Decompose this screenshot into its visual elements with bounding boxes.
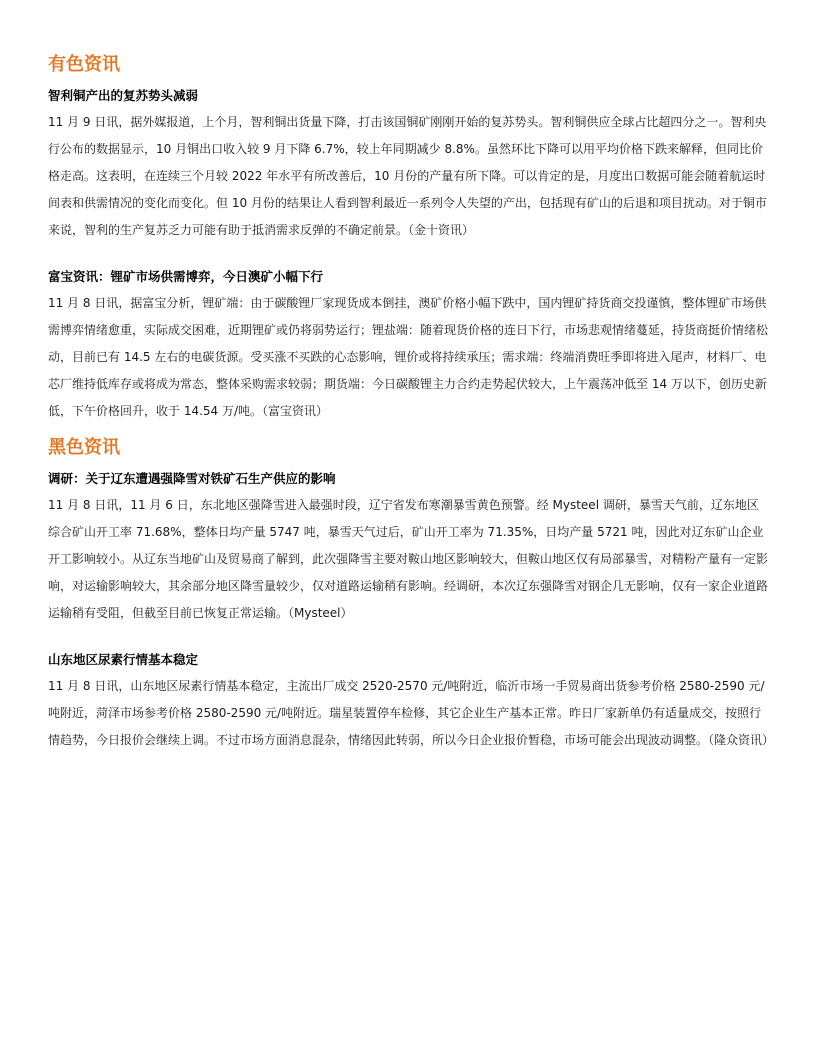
spacer bbox=[48, 627, 768, 650]
article-title: 智利铜产出的复苏势头减弱 bbox=[48, 88, 199, 103]
article-liaodong-snow bbox=[48, 469, 768, 627]
article-body: 11 月 8 日讯，11 月 6 日，东北地区强降雪进入最强时段，辽宁省发布寒潮暴雪黄色预警。经 Mysteel 调研，暴雪天气前，辽东地区综合矿山开工率 71.68%，整体日均产量 5747 吨，暴雪天气过后，矿山开工率为 71.35%，日均产量 5721 吨，因此对辽东矿山企业开工影响较小。从辽东当地矿山及贸易商了解到，此次强降雪主要对鞍山地区影响较大，但鞍山地区仅有局部暴雪，对精粉产量有一定影响，对运输影响较大，其余部分地区降雪量较少，仅对道路运输稍有影响。经调研，本次辽东强降雪对钢企几无影响，仅有一家企业道路运输稍有受阻，但截至目前已恢复正常运输。（Mysteel） bbox=[48, 498, 769, 620]
document-page bbox=[48, 52, 775, 754]
article-lithium-market bbox=[48, 267, 768, 425]
section-title: 有色资讯 bbox=[48, 54, 120, 75]
spacer bbox=[48, 425, 768, 435]
article-chile-copper bbox=[48, 86, 768, 244]
article-title: 富宝资讯：锂矿市场供需博弈，今日澳矿小幅下行 bbox=[48, 269, 324, 284]
section-title: 黑色资讯 bbox=[48, 437, 120, 458]
section-ferrous bbox=[48, 435, 775, 754]
article-title: 调研：关于辽东遭遇强降雪对铁矿石生产供应的影响 bbox=[48, 471, 336, 486]
spacer bbox=[48, 244, 768, 267]
article-title: 山东地区尿素行情基本稳定 bbox=[48, 652, 199, 667]
section-nonferrous bbox=[48, 52, 768, 425]
article-body: 11 月 8 日讯，据富宝分析，锂矿端：由于碳酸锂厂家现货成本倒挂，澳矿价格小幅下跌中，国内锂矿持货商交投谨慎，整体锂矿市场供需博弈情绪愈重，实际成交困难，近期锂矿或仍将弱势运行；锂盐端：随着现货价格的连日下行，市场悲观情绪蔓延，持货商挺价情绪松动，目前已有 14.5 左右的电碳货源。受买涨不买跌的心态影响，锂价或将持续承压；需求端：终端消费旺季即将进入尾声，材料厂、电芯厂维持低库存或将成为常态，整体采购需求较弱；期货端：今日碳酸锂主力合约走势起伏较大，上午震荡冲低至 14 万以下，创历史新低，下午价格回升，收于 14.54 万/吨。（富宝资讯） bbox=[48, 296, 769, 418]
article-shandong-urea bbox=[48, 650, 775, 754]
article-body: 11 月 9 日讯，据外媒报道，上个月，智利铜出货量下降，打击该国铜矿刚刚开始的复苏势头。智利铜供应全球占比超四分之一。智利央行公布的数据显示，10 月铜出口收入较 9 月下降 6.7%，较上年同期减少 8.8%。虽然环比下降可以用平均价格下跌来解释，但同比价格走高。这表明，在连续三个月较 2022 年水平有所改善后，10 月份的产量有所下降。可以肯定的是，月度出口数据可能会随着航运时间表和供需情况的变化而变化。但 10 月份的结果让人看到智利最近一系列令人失望的产出，包括现有矿山的后退和项目扰动。对于铜市来说，智利的生产复苏乏力可能有助于抵消需求反弹的不确定前景。（金十资讯） bbox=[48, 115, 767, 237]
article-body: 11 月 8 日讯，山东地区尿素行情基本稳定，主流出厂成交 2520-2570 元/吨附近，临沂市场一手贸易商出货参考价格 2580-2590 元/吨附近，菏泽市场参考价格 2580-2590 元/吨附近。瑞星装置停车检修，其它企业生产基本正常。昨日厂家新单仍有适量成交，按照行情趋势，今日报价会继续上调。不过市场方面消息混杂，情绪因此转弱，所以今日企业报价暂稳，市场可能会出现波动调整。（隆众资讯） bbox=[48, 679, 775, 747]
